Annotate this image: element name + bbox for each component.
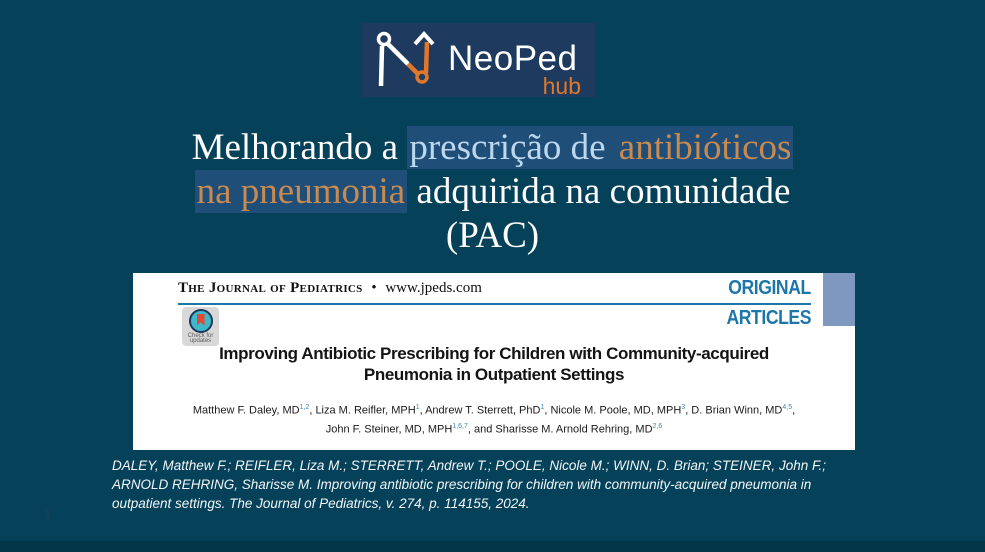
section-label-original: ORIGINAL [728,277,811,299]
check-updates-label: Check for updates [187,333,214,344]
neoped-logo [362,23,595,97]
page-number: 1 [44,506,52,522]
masthead-rule [178,303,811,305]
authors-line-1: Matthew F. Daley, MD$^{1,2}$, Liza M. Reifler, MPH$^1$, Andrew T. Sterrett, PhD$^1$, Nicole M. Poole, MD, MPH$^3$, D. Brian Winn, MD$^{4,5}$, [192,404,796,417]
citation-text: DALEY, Matthew F.; REIFLER, Liza M.; STERRETT, Andrew T.; POOLE, Nicole M.; WINN, D. Brian; STEINER, John F.; ARNOLD REHRING, Sharisse M. Improving antibiotic prescribing for children with community-acquired pneumonia in outpatient settings. The Journal of Pediatrics, v. 274, p. 114155, 2024. [112,458,826,511]
title-line-3: (PAC) [445,215,540,256]
title-line-1: Melhorando a prescrição de antibióticos [191,127,792,168]
bookmark-icon [189,309,213,333]
journal-masthead [178,280,482,297]
article-title [133,343,855,385]
journal-name: The Journal of Pediatrics [178,280,363,296]
title-line-2: na pneumonia adquirida na comunidade [196,171,791,212]
authors-line-2: John F. Steiner, MD, MPH$^{1,6,7}$, and Sharisse M. Arnold Rehring, MD$^{2,6}$ [325,422,663,436]
article-title-line-2: Pneumonia in Outpatient Settings [363,365,625,384]
bottom-bar [0,541,985,552]
slide-title [0,126,985,258]
journal-corner-block [823,273,855,326]
check-updates-badge [182,307,219,346]
neoped-network-icon [375,30,437,92]
article-title-line-1: Improving Antibiotic Prescribing for Children with Community-acquired [219,344,769,363]
logo-sub: hub [542,73,581,99]
journal-website: www.jpeds.com [385,280,482,296]
masthead-bullet: • [371,280,377,296]
section-label-articles: ARTICLES [726,307,811,329]
logo-name: NeoPed [448,39,578,78]
journal-article-card [133,273,855,450]
article-authors [133,400,855,437]
